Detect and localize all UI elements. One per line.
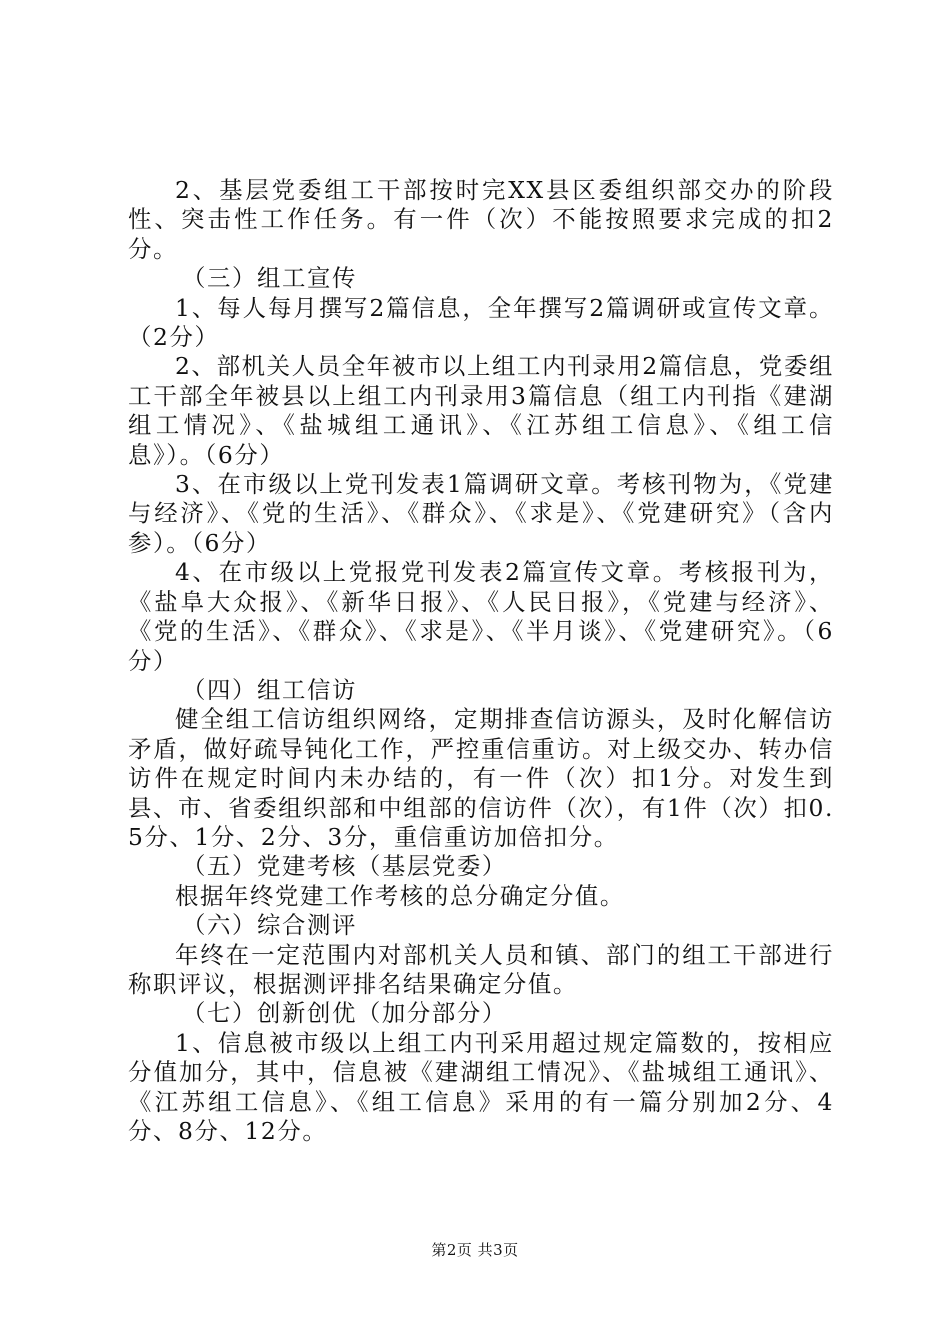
paragraph-item-1-writing: 1、每人每月撰写2篇信息，全年撰写2篇调研或宣传文章。（2分） [128,293,834,352]
section-heading-publicity: （三）组工宣传 [182,264,357,293]
paragraph-item-2-task: 2、基层党委组工干部按时完XX县区委组织部交办的阶段性、突击性工作任务。有一件（次）不能按照要求完成的扣2分。 [128,176,834,263]
page-number-footer: 第2页 共3页 [431,1241,519,1259]
paragraph-item-4-publicity-article: 4、在市级以上党报党刊发表2篇宣传文章。考核报刊为，《盐阜大众报》、《新华日报》、《人民日报》，《党建与经济》、《党的生活》、《群众》、《求是》、《半月谈》、《党建研究》。（6分） [128,558,834,675]
paragraph-party-assessment: 根据年终党建工作考核的总分确定分值。 [175,881,625,910]
paragraph-innovation-item-1: 1、信息被市级以上组工内刊采用超过规定篇数的，按相应分值加分，其中，信息被《建湖组工情况》、《盐城组工通讯》、《江苏组工信息》、《组工信息》采用的有一篇分别加2分、4分、8分、12分。 [128,1028,834,1145]
section-heading-party-assessment: （五）党建考核（基层党委） [182,852,507,881]
paragraph-petition: 健全组工信访组织网络，定期排查信访源头，及时化解信访矛盾，做好疏导钝化工作，严控重信重访。对上级交办、转办信访件在规定时间内未办结的，有一件（次）扣1分。对发生到县、市、省委组织部和中组部的信访件（次），有1件（次）扣0.5分、1分、2分、3分，重信重访加倍扣分。 [128,705,834,851]
section-heading-innovation: （七）创新创优（加分部分） [182,999,507,1028]
section-heading-evaluation: （六）综合测评 [182,911,357,940]
paragraph-item-2-info-accepted: 2、部机关人员全年被市以上组工内刊录用2篇信息，党委组工干部全年被县以上组工内刊录用3篇信息（组工内刊指《建湖组工情况》、《盐城组工通讯》、《江苏组工信息》、《组工信息》）。（6分） [128,352,834,469]
paragraph-evaluation: 年终在一定范围内对部机关人员和镇、部门的组工干部进行称职评议，根据测评排名结果确定分值。 [128,940,834,998]
paragraph-item-3-research-article: 3、在市级以上党刊发表1篇调研文章。考核刊物为，《党建与经济》、《党的生活》、《群众》、《求是》、《党建研究》（含内参）。（6分） [128,470,834,557]
section-heading-petition: （四）组工信访 [182,675,357,704]
document-body [128,176,834,1146]
